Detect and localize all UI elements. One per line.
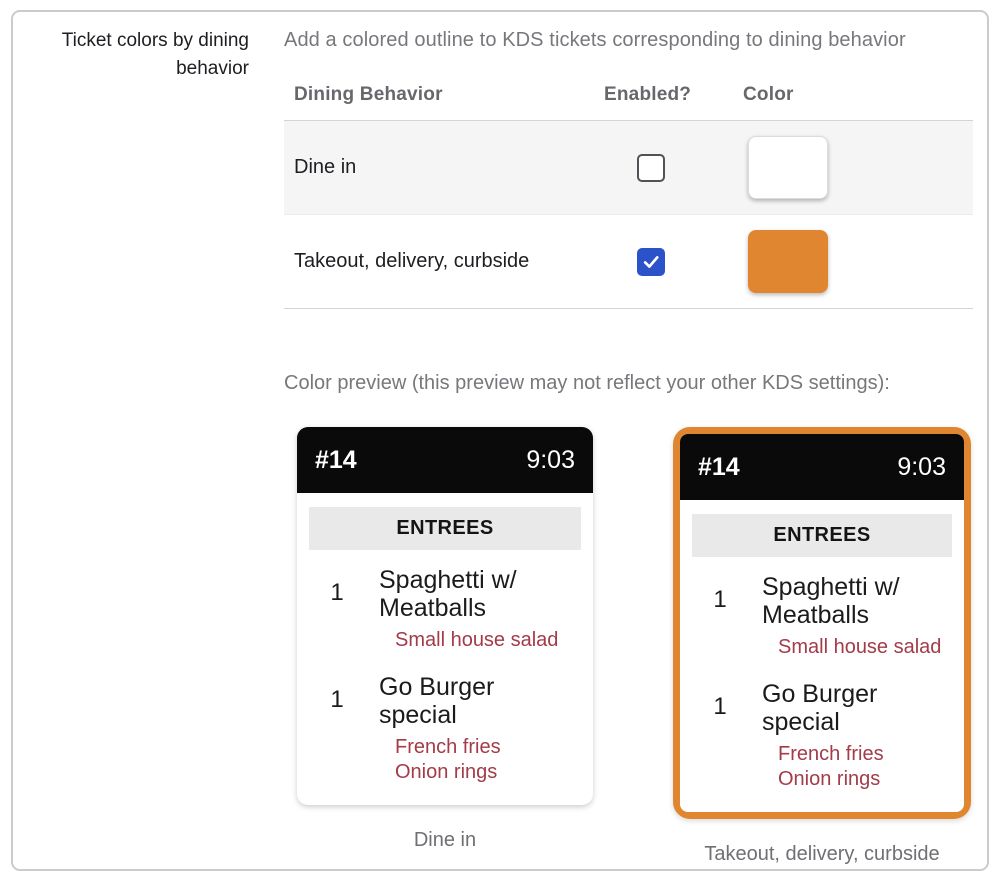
dining-behavior-table [284, 84, 973, 309]
item-name: Spaghetti w/ Meatballs [762, 573, 900, 629]
item-quantity: 1 [330, 579, 344, 606]
setting-content [284, 26, 973, 866]
ticket-header [297, 427, 593, 493]
kds-ticket [297, 427, 593, 805]
ticket-time: 9:03 [526, 445, 575, 474]
ticket-outline [297, 427, 593, 805]
item-details [762, 680, 927, 792]
color-swatch[interactable] [748, 230, 828, 293]
ticket-caption: Dine in [413, 829, 477, 851]
ticket-item [309, 566, 581, 653]
column-header-enabled: Enabled? [604, 84, 692, 105]
setting-label: Ticket colors by dining behavior [61, 30, 249, 79]
table-body [284, 121, 973, 309]
item-details [379, 673, 544, 785]
item-modifier: Small house salad [395, 629, 559, 651]
item-modifier: Onion rings [395, 761, 498, 783]
ticket-preview [297, 427, 593, 852]
item-modifiers [778, 635, 941, 660]
ticket-preview [673, 427, 971, 866]
table-row [284, 121, 973, 215]
item-name: Spaghetti w/ Meatballs [379, 566, 517, 622]
color-cell [743, 136, 973, 199]
ticket-section-header: ENTREES [309, 507, 581, 550]
ticket-body [680, 500, 964, 812]
ticket-order-number: #14 [698, 452, 740, 481]
setting-description: Add a colored outline to KDS tickets corresponding to dining behavior [284, 29, 906, 51]
item-modifier: French fries [778, 743, 884, 765]
preview-label: Color preview (this preview may not reflect your other KDS settings): [284, 372, 890, 394]
item-modifiers [395, 628, 558, 653]
item-modifier: Onion rings [778, 768, 881, 790]
color-cell [743, 230, 973, 293]
item-quantity: 1 [713, 586, 727, 613]
ticket-section-header: ENTREES [692, 514, 952, 557]
item-modifiers [778, 742, 927, 792]
ticket-items [692, 573, 952, 792]
checkmark-icon [641, 252, 661, 272]
enabled-cell [604, 248, 743, 276]
item-modifiers [395, 735, 544, 785]
ticket-header [680, 434, 964, 500]
table-header-row [284, 84, 973, 121]
column-header-dining-behavior: Dining Behavior [294, 84, 443, 105]
item-name: Go Burger special [762, 680, 878, 736]
ticket-outline [673, 427, 971, 819]
kds-ticket [680, 434, 964, 812]
item-modifier: French fries [395, 736, 501, 758]
column-header-color: Color [743, 84, 794, 105]
behavior-label: Dine in [294, 156, 357, 178]
ticket-item [309, 673, 581, 785]
ticket-previews [297, 427, 973, 866]
ticket-item [692, 680, 952, 792]
color-swatch[interactable] [748, 136, 828, 199]
ticket-body [297, 493, 593, 805]
item-details [762, 573, 941, 660]
ticket-caption: Takeout, delivery, curbside [704, 843, 940, 865]
item-name: Go Burger special [379, 673, 495, 729]
ticket-time: 9:03 [897, 452, 946, 481]
enabled-checkbox[interactable] [637, 248, 665, 276]
enabled-cell [604, 154, 743, 182]
item-modifier: Small house salad [778, 636, 942, 658]
table-row [284, 215, 973, 308]
item-details [379, 566, 558, 653]
enabled-checkbox[interactable] [637, 154, 665, 182]
item-quantity: 1 [330, 686, 344, 713]
ticket-items [309, 566, 581, 785]
behavior-label: Takeout, delivery, curbside [294, 250, 530, 272]
settings-card [11, 10, 989, 871]
ticket-item [692, 573, 952, 660]
ticket-colors-setting [13, 12, 987, 866]
item-quantity: 1 [713, 693, 727, 720]
ticket-order-number: #14 [315, 445, 357, 474]
